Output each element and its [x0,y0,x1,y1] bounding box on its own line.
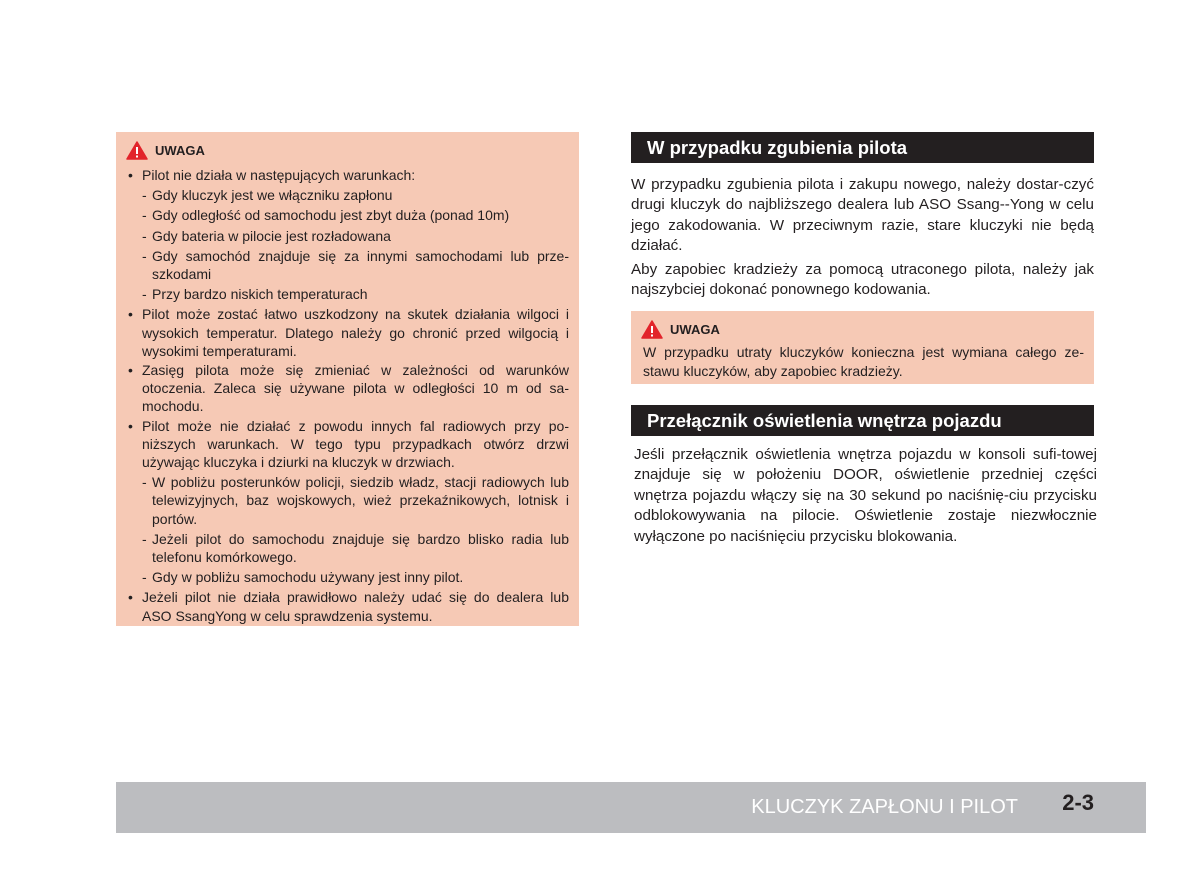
sub-list [142,186,569,303]
paragraph-interior-light: Jeśli przełącznik oświetlenia wnętrza pojazdu w konsoli sufi-towej znajduje się w położeniu DOOR, oświetlenie przedniej części wnętrza pojazdu włączy się na 30 sekund po naciśnię-ciu przycisku odblokowywania na pilocie. Oświetlenie zostaje niezwłocznie wyłączone po naciśnięciu przycisku blokowania. [634,446,1097,545]
sub-list-item: - W pobliżu posterunków policji, siedzib władz, stacji radiowych lub telewizyjnych, baz wojskowych, wież przekaźnikowych, lotnisk i portów. [142,473,569,528]
list-item: • Jeżeli pilot nie działa prawidłowo należy udać się do dealera lub ASO SsangYong w celu sprawdzenia systemu. [126,588,569,624]
warning-header [641,320,1084,339]
page-number: 2-3 [1062,790,1094,815]
sub-list-item: - Gdy bateria w pilocie jest rozładowana [142,227,569,245]
list-item-text: Pilot może nie działać z powodu innych fal radiowych przy po-niższych warunkach. W tego typu przypadkach otwórz drzwi używając kluczyka i dziurki na kluczyk w drzwiach. [142,417,569,471]
paragraph-recoding: Aby zapobiec kradzieży za pomocą utraconego pilota, należy jak najszybciej dokonać ponownego kodowania. [631,261,1094,299]
sub-list-item: - Gdy w pobliżu samochodu używany jest inny pilot. [142,568,569,586]
chapter-title: KLUCZYK ZAPŁONU I PILOT [751,796,1018,818]
paragraph-lost-remote: W przypadku zgubienia pilota i zakupu nowego, należy dostar-czyć drugi kluczyk do najbliższego dealera lub ASO Ssang--Yong w celu jego zakodowania. W przeciwnym razie, stare kluczyki nie będą działać. [631,176,1094,255]
warning-box-keys [631,311,1094,384]
warning-box-remote [116,132,579,626]
sub-list-item: - Jeżeli pilot do samochodu znajduje się bardzo blisko radia lub telefonu komórkowego. [142,530,569,566]
list-item-text: Pilot nie działa w następujących warunkach: [142,167,416,183]
warning-title: UWAGA [155,143,205,158]
sub-list-item: - Gdy kluczyk jest we włączniku zapłonu [142,186,569,204]
list-item: • Zasięg pilota może się zmieniać w zależności od warunków otoczenia. Zaleca się używane pilota w odległości 10 m od sa-mochodu. [126,361,569,416]
sub-list [142,473,569,586]
warning-triangle-icon [641,320,663,339]
list-item [126,417,569,587]
warning-triangle-icon [126,141,148,160]
warning-text: W przypadku utraty kluczyków konieczna jest wymiana całego ze-stawu kluczyków, aby zapobiec kradzieży. [643,344,1084,379]
page-footer [116,782,1146,833]
sub-list-item: - Przy bardzo niskich temperaturach [142,285,569,303]
section-header-lost-remote: W przypadku zgubienia pilota [631,132,1094,163]
section-header-interior-light: Przełącznik oświetlenia wnętrza pojazdu [631,405,1094,436]
sub-list-item: - Gdy odległość od samochodu jest zbyt duża (ponad 10m) [142,206,569,224]
sub-list-item: - Gdy samochód znajduje się za innymi samochodami lub prze-szkodami [142,247,569,283]
warning-title: UWAGA [670,322,720,337]
list-item [126,166,569,303]
warning-header [126,141,569,160]
list-item: • Pilot może zostać łatwo uszkodzony na skutek działania wilgoci i wysokich temperatur. Dlatego należy go chronić przed wilgocią i wysokimi temperaturami. [126,305,569,360]
warning-list [126,166,569,625]
